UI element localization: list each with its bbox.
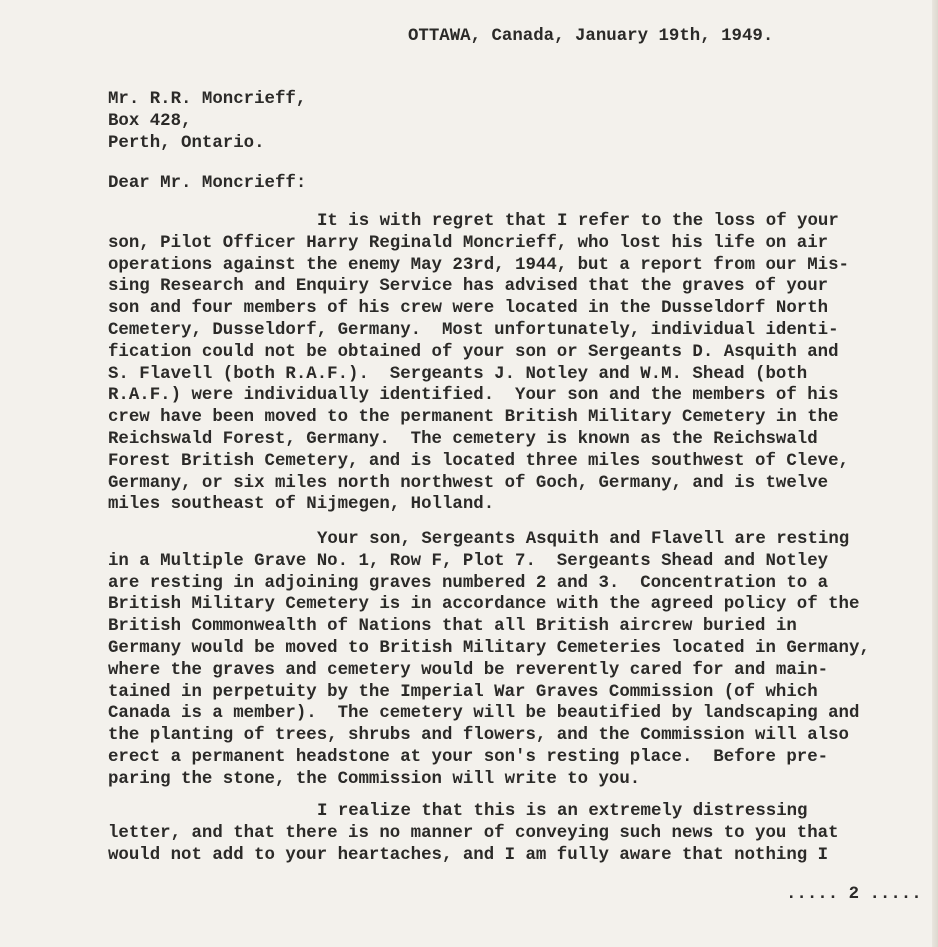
text-line: Forest British Cemetery, and is located three miles southwest of Cleve,: [108, 451, 849, 471]
paragraph-1: [108, 211, 849, 516]
text-line: where the graves and cemetery would be reverently cared for and main-: [108, 660, 829, 680]
text-line: son, Pilot Officer Harry Reginald Moncrieff, who lost his life on air: [108, 233, 829, 253]
text-line: Cemetery, Dusseldorf, Germany. Most unfortunately, individual identi-: [108, 320, 839, 340]
text-line: are resting in adjoining graves numbered 2 and 3. Concentration to a: [108, 573, 829, 593]
text-line: Germany, or six miles north northwest of Goch, Germany, and is twelve: [108, 473, 829, 493]
text-line: Reichswald Forest, Germany. The cemetery is known as the Reichswald: [108, 429, 818, 449]
text-line: the planting of trees, shrubs and flowers, and the Commission will also: [108, 726, 849, 746]
text-line: paring the stone, the Commission will write to you.: [108, 769, 641, 789]
paragraph-2: [108, 529, 870, 791]
address-line: Perth, Ontario.: [108, 133, 265, 153]
page-marker: ..... 2 .....: [786, 885, 922, 904]
text-line: miles southeast of Nijmegen, Holland.: [108, 495, 495, 515]
text-line: son and four members of his crew were located in the Dusseldorf North: [108, 299, 829, 319]
address-line: Mr. R.R. Moncrieff,: [108, 90, 307, 109]
text-line: British Military Cemetery is in accordance with the agreed policy of the: [108, 595, 860, 615]
date-line: OTTAWA, Canada, January 19th, 1949.: [408, 27, 774, 46]
text-line: S. Flavell (both R.A.F.). Sergeants J. Notley and W.M. Shead (both: [108, 364, 808, 384]
text-line: operations against the enemy May 23rd, 1944, but a report from our Mis-: [108, 255, 849, 275]
paper-edge: [932, 0, 938, 947]
text-line: tained in perpetuity by the Imperial War Graves Commission (of which: [108, 682, 818, 702]
text-line: sing Research and Enquiry Service has advised that the graves of your: [108, 277, 829, 297]
text-line: in a Multiple Grave No. 1, Row F, Plot 7. Sergeants Shead and Notley: [108, 551, 829, 571]
text-line: Your son, Sergeants Asquith and Flavell are resting: [317, 530, 850, 549]
salutation: Dear Mr. Moncrieff:: [108, 174, 307, 193]
recipient-address: [108, 89, 306, 154]
text-line: R.A.F.) were individually identified. Your son and the members of his: [108, 386, 839, 406]
text-line: erect a permanent headstone at your son's resting place. Before pre-: [108, 747, 829, 767]
text-line: letter, and that there is no manner of conveying such news to you that: [108, 823, 839, 843]
address-line: Box 428,: [108, 111, 192, 131]
text-line: crew have been moved to the permanent British Military Cemetery in the: [108, 408, 839, 428]
text-line: British Commonwealth of Nations that all British aircrew buried in: [108, 617, 797, 637]
text-line: fication could not be obtained of your son or Sergeants D. Asquith and: [108, 342, 839, 362]
paragraph-3: [108, 801, 839, 866]
text-line: would not add to your heartaches, and I am fully aware that nothing I: [108, 845, 829, 865]
text-line: I realize that this is an extremely distressing: [317, 802, 808, 821]
text-line: It is with regret that I refer to the loss of your: [317, 212, 839, 231]
text-line: Canada is a member). The cemetery will be beautified by landscaping and: [108, 704, 860, 724]
text-line: Germany would be moved to British Military Cemeteries located in Germany,: [108, 638, 870, 658]
